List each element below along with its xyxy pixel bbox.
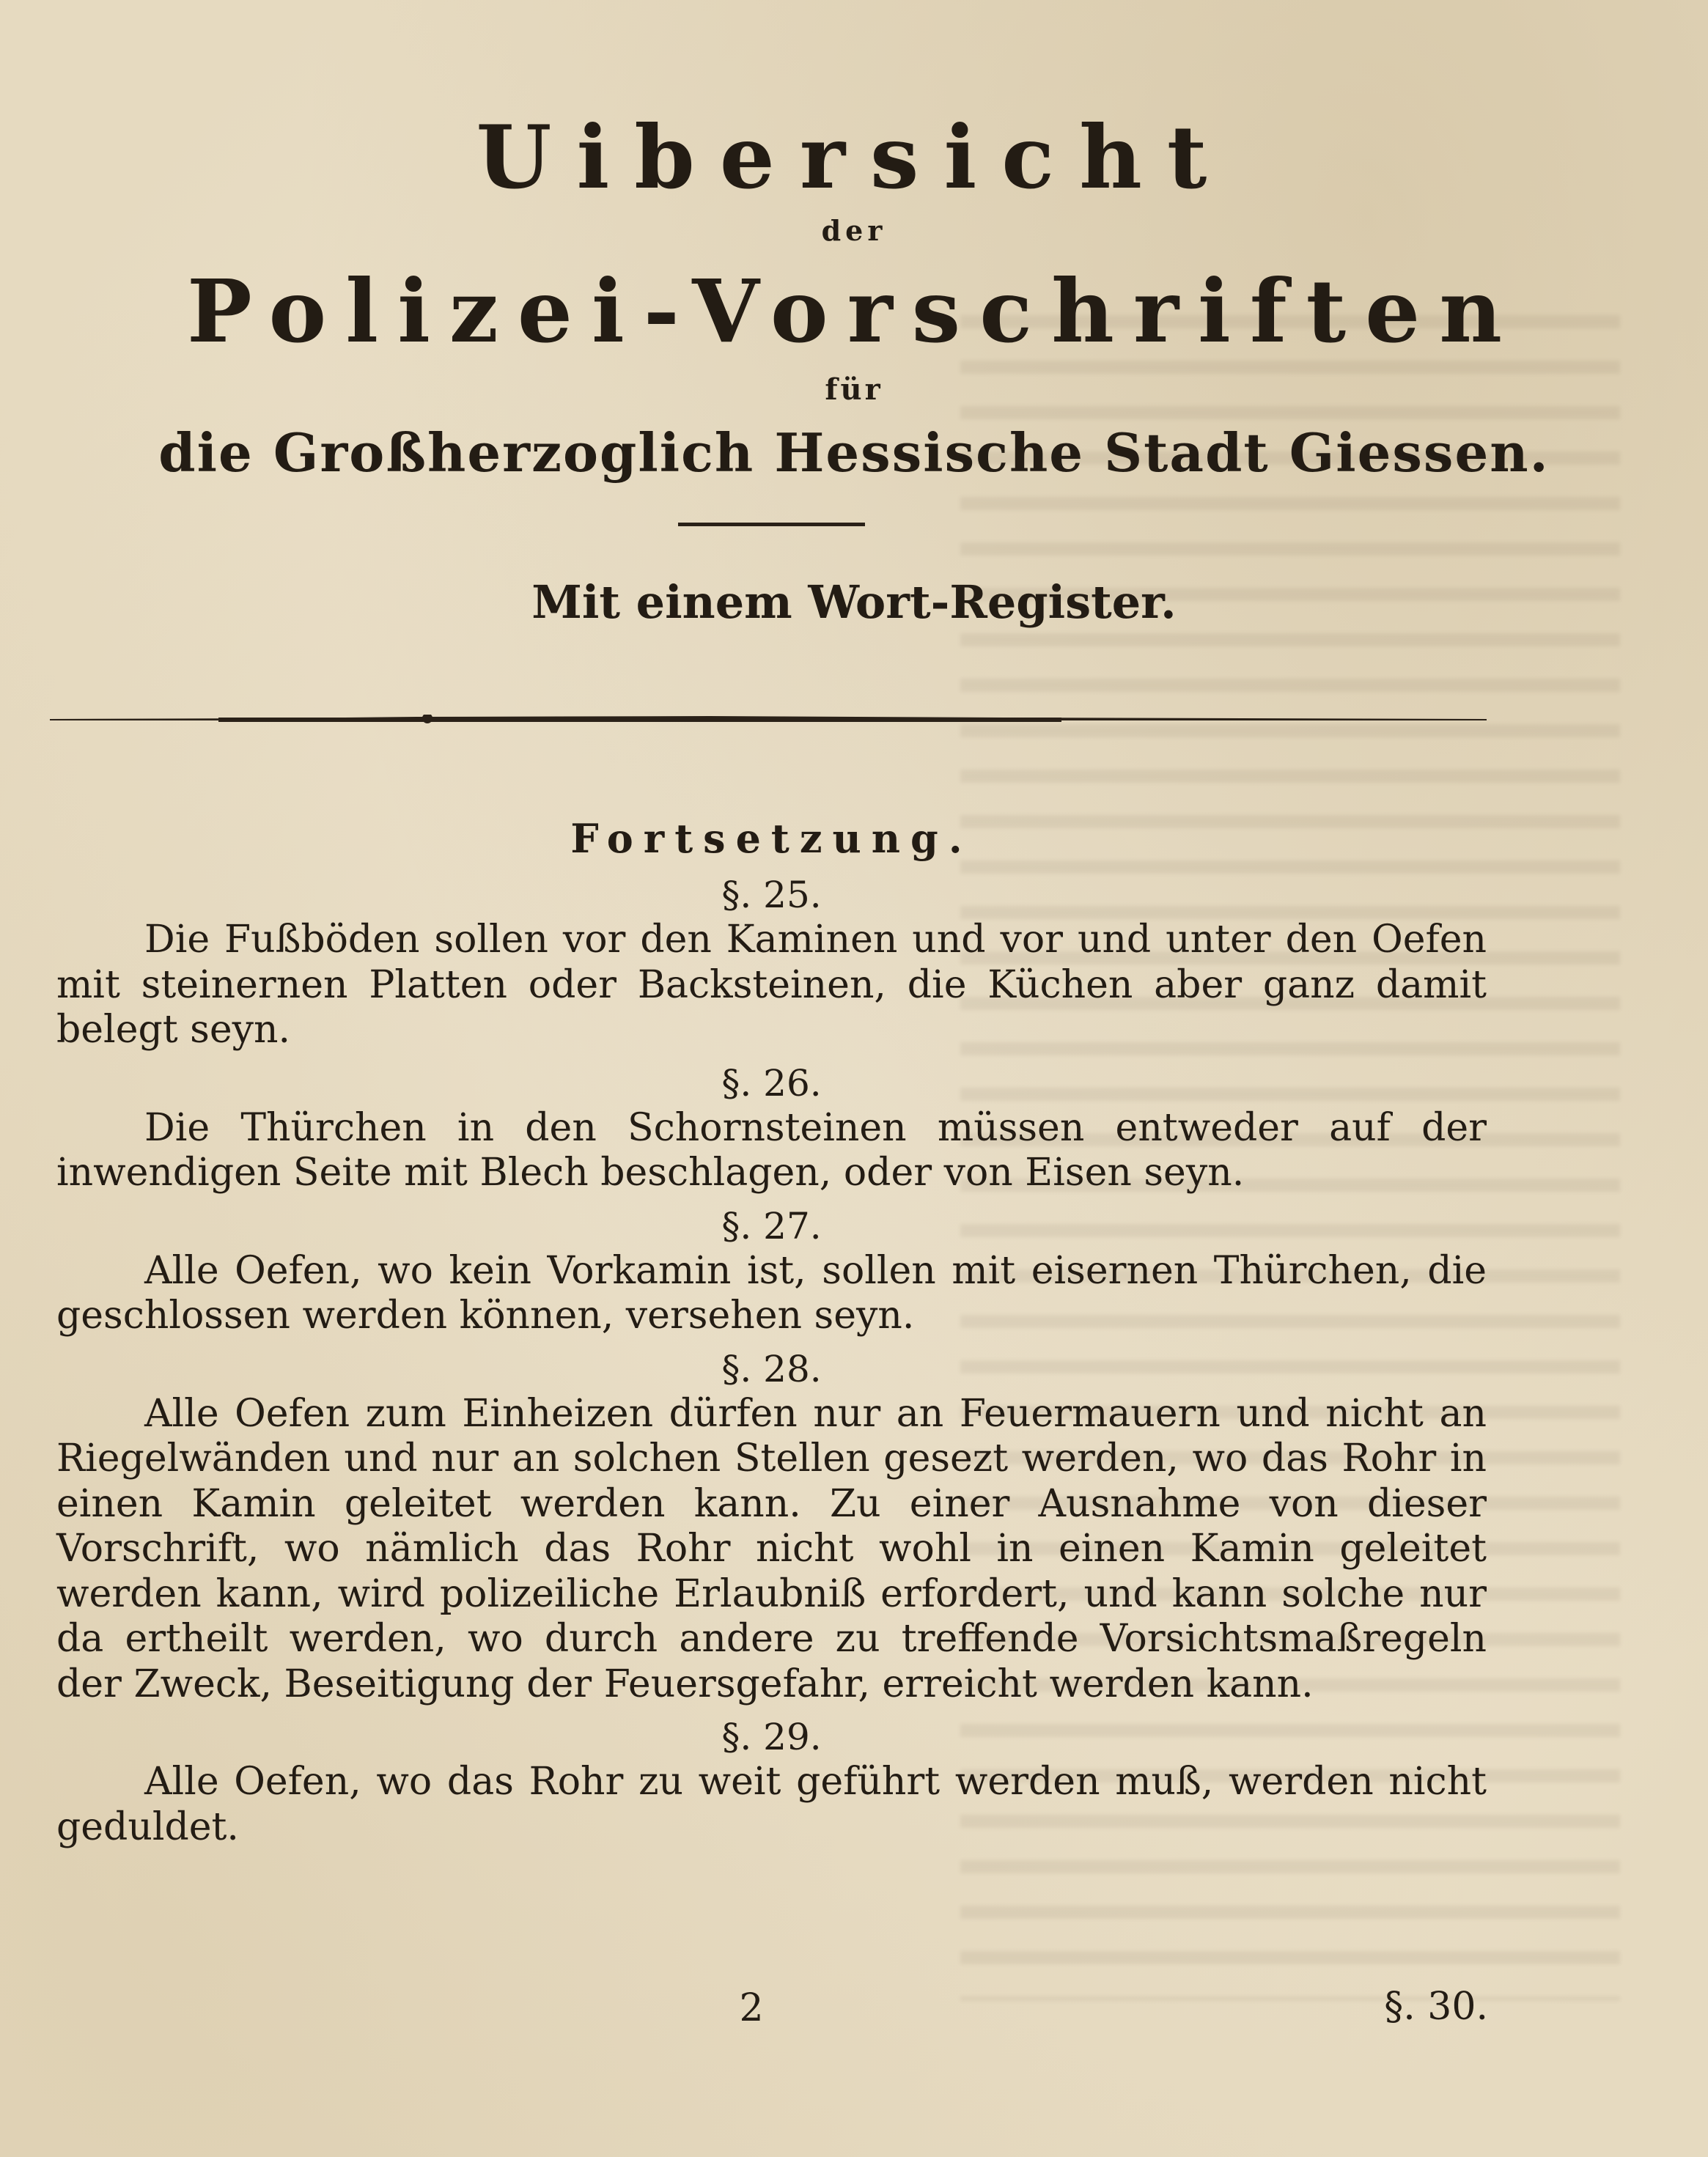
section-text: Alle Oefen zum Einheizen dürfen nur an Feuermauern und nicht an Riegelwänden und nur an solchen Stellen gesezt werden, wo das Rohr in einen Kamin geleitet werden kann. Zu einer Ausnahme von dieser Vorschrift, wo nämlich das Rohr nicht wohl in einen Kamin geleitet werden kann, wird polizeiliche Erlaubniß erfordert, und kann solche nur da ertheilt werden, wo durch andere zu treffende Vorsichtsmaßregeln der Zweck, Beseitigung der Feuersgefahr, erreicht werden kann. [56, 1391, 1487, 1706]
section-number: §. 29. [721, 1716, 822, 1758]
section-text: Die Thürchen in den Schornsteinen müssen entweder auf der inwendigen Seite mit Blech beschlagen, oder von Eisen seyn. [56, 1105, 1487, 1195]
main-text [55, 812, 1488, 1850]
section-text: Alle Oefen, wo das Rohr zu weit geführt werden muß, werden nicht geduldet. [56, 1760, 1487, 1849]
page-title: Uibersicht [476, 106, 1232, 208]
page-number: 2 [739, 1986, 764, 2030]
title-connector: der [821, 214, 887, 247]
section-number: §. 28. [721, 1347, 822, 1390]
city-line: die Großherzoglich Hessische Stadt Giessen. [158, 421, 1550, 484]
short-divider [678, 523, 865, 526]
catchword: §. 30. [1384, 1985, 1488, 2029]
continuation-heading: Fortsetzung. [570, 815, 973, 862]
long-divider [50, 715, 1487, 725]
section-text: Alle Oefen, wo kein Vorkamin ist, sollen mit eisernen Thürchen, die geschlossen werden können, versehen seyn. [56, 1248, 1487, 1338]
register-note: Mit einem Wort-Register. [531, 575, 1177, 629]
page-subtitle: Polizei-Vorschriften [186, 260, 1522, 362]
title-preposition: für [825, 372, 883, 407]
section-number: §. 25. [721, 874, 822, 916]
section-number: §. 27. [721, 1204, 822, 1247]
section-text: Die Fußböden sollen vor den Kaminen und vor und unter den Oefen mit steinernen Platten oder Backsteinen, die Küchen aber ganz damit belegt seyn. [56, 918, 1487, 1052]
section-number: §. 26. [721, 1061, 822, 1105]
